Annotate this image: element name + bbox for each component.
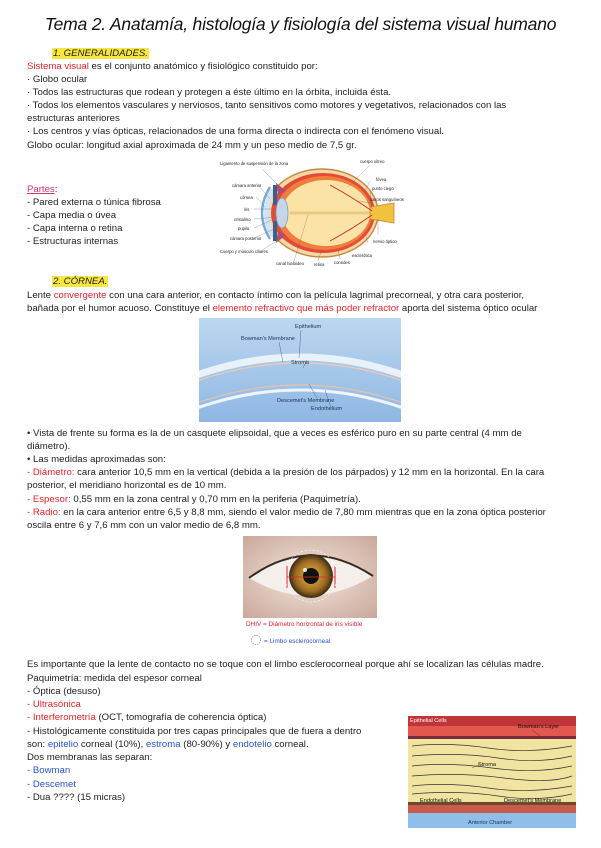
eye-photo (243, 536, 377, 618)
label-cornea: córnea (240, 195, 253, 200)
list-item: - Pared externa o túnica fibrosa (27, 197, 161, 208)
list-item: - Óptica (desuso) (27, 686, 101, 697)
text-line: - Diámetro: cara anterior 10,5 mm en la vertical (debida a la presión de los párpados) y 12 mm en la horizontal. En la cara (27, 467, 545, 478)
label-bowman-layer: Bowman's Layer (518, 724, 560, 730)
section-heading-generalidades: 1. GENERALIDADES. (53, 48, 148, 59)
cornea-layers-diagram (199, 318, 401, 422)
list-item: - Capa interna o retina (27, 223, 123, 234)
label-endothelial-cells: Endothelial Cells (420, 798, 462, 804)
label-pupil: pupila (238, 226, 250, 231)
label-sclera: esclerótica (352, 253, 373, 258)
text-line: - Espesor: 0,55 mm en la zona central y 0,70 mm en la periferia (Paquimetría). (27, 494, 361, 505)
text-line: posterior, el meridiano horizontal es de 10 mm. (27, 480, 227, 491)
photo-legend-limbo: = Limbo esclerocorneal (264, 638, 331, 645)
text-line: Sistema visual es el conjunto anatómico y fisiológico constituido por: (27, 61, 318, 72)
eye-anatomy-diagram (218, 157, 406, 269)
list-item: - Capa media o úvea (27, 210, 117, 221)
text-line: - Histológicamente constituida por tres capas principales que de fuera a dentro (27, 726, 362, 737)
section-heading-cornea: 2. CÓRNEA. (53, 276, 108, 287)
label-anterior-chamber: Anterior Chamber (468, 820, 513, 826)
label-endothelium: Endothelium (311, 406, 343, 412)
text-line: son: epitelio corneal (10%), estroma (80-90%) y endotelio corneal. (27, 739, 309, 750)
list-item: - Ultrasónica (27, 699, 81, 710)
page-title: Tema 2. Anatamía, histología y fisiología del sistema visual humano (44, 14, 557, 34)
label-posterior-chamber: cámara posterior (230, 236, 262, 241)
label-choroid: coroides (334, 260, 350, 265)
label-fovea: fóvea (376, 177, 387, 182)
text-line: Paquimetría: medida del espesor corneal (27, 673, 202, 684)
text-line: oscila entre 6 y 7,6 mm con un valor medio de 6,8 mm. (27, 520, 261, 531)
list-item: - Dua ???? (15 micras) (27, 792, 126, 803)
text-line: Dos membranas las separan: (27, 752, 153, 763)
list-item: - Bowman (27, 765, 71, 776)
label-vessels: vasos sanguíneos (370, 197, 404, 202)
text-line: - Radio: en la cara anterior entre 6,5 y 8,8 mm, siendo el valor medio de 7,80 mm mientras que en la zona óptica posterior (27, 507, 546, 518)
text-line: • Vista de frente su forma es la de un casquete elipsoidal, que a veces es esférico puro en su parte central (4 mm de (27, 428, 522, 439)
label-crystalline: cristalino (234, 217, 251, 222)
label-epithelium: Epithelium (295, 324, 322, 330)
label-ciliary-body: Cuerpo y músculo ciliares (220, 249, 268, 254)
list-item: - Descemet (27, 779, 77, 790)
label-optic-nerve: nervio óptico (373, 239, 397, 244)
partes-heading: Partes: (27, 184, 58, 195)
label-stroma: Stroma (291, 360, 310, 366)
text-line: • Las medidas aproximadas son: (27, 454, 166, 465)
cornea-histology-diagram (408, 716, 576, 828)
label-equator: Ligamento de suspensión de la zona (220, 161, 289, 166)
text-line: bañada por el humor acuoso. Constituye el elemento refractivo que más poder refractor aporta del sistema óptico ocular (27, 303, 538, 314)
label-anterior-chamber: cámara anterior (232, 183, 262, 188)
list-item: estructuras anteriores (27, 113, 120, 124)
label-vitreous: cuerpo vítreo (360, 159, 385, 164)
label-retina: retina (314, 262, 325, 267)
list-item: · Todos los elementos vasculares y nerviosos, tanto sensitivos como motores y vegetativos, relacionados con las (27, 100, 507, 111)
text-line: Globo ocular: longitud axial aproximada de 24 mm y un peso medio de 7,5 gr. (27, 140, 357, 151)
text-line: Es importante que la lente de contacto no se toque con el limbo esclerocorneal porque ahí se localizan las células madre. (27, 659, 544, 670)
label-iris: iris (244, 207, 250, 212)
label-canal: canal hialoideo (276, 261, 304, 266)
dashed-circle-icon (250, 634, 262, 646)
list-item: · Los centros y vías ópticas, relacionados de una forma directa o indirecta con el fenómeno visual. (27, 126, 445, 137)
label-bowman-membrane: Bowman's Membrane (241, 336, 295, 342)
text-line: diámetro). (27, 441, 71, 452)
list-item: · Todos las estructuras que rodean y protegen a éste último en la órbita, incluida ésta. (27, 87, 392, 98)
label-stroma: Stroma (478, 762, 497, 768)
photo-legend-dhiv: DHIV = Diámetro horizontal de iris visible (246, 621, 363, 628)
label-descemet-membrane: Descemet's Membrane (504, 798, 562, 804)
list-item: - Interferometría (OCT, tomografía de coherencia óptica) (27, 712, 267, 723)
label-blind-spot: punto ciego (372, 186, 394, 191)
label-descemet-membrane: Descemet's Membrane (277, 398, 335, 404)
list-item: · Globo ocular (27, 74, 88, 85)
list-item: - Estructuras internas (27, 236, 119, 247)
text-line: Lente convergente con una cara anterior, en contacto íntimo con la película lagrimal precorneal, y otra cara posterior, (27, 290, 525, 301)
label-epithelial-cells: Epithelial Cells (410, 718, 447, 724)
